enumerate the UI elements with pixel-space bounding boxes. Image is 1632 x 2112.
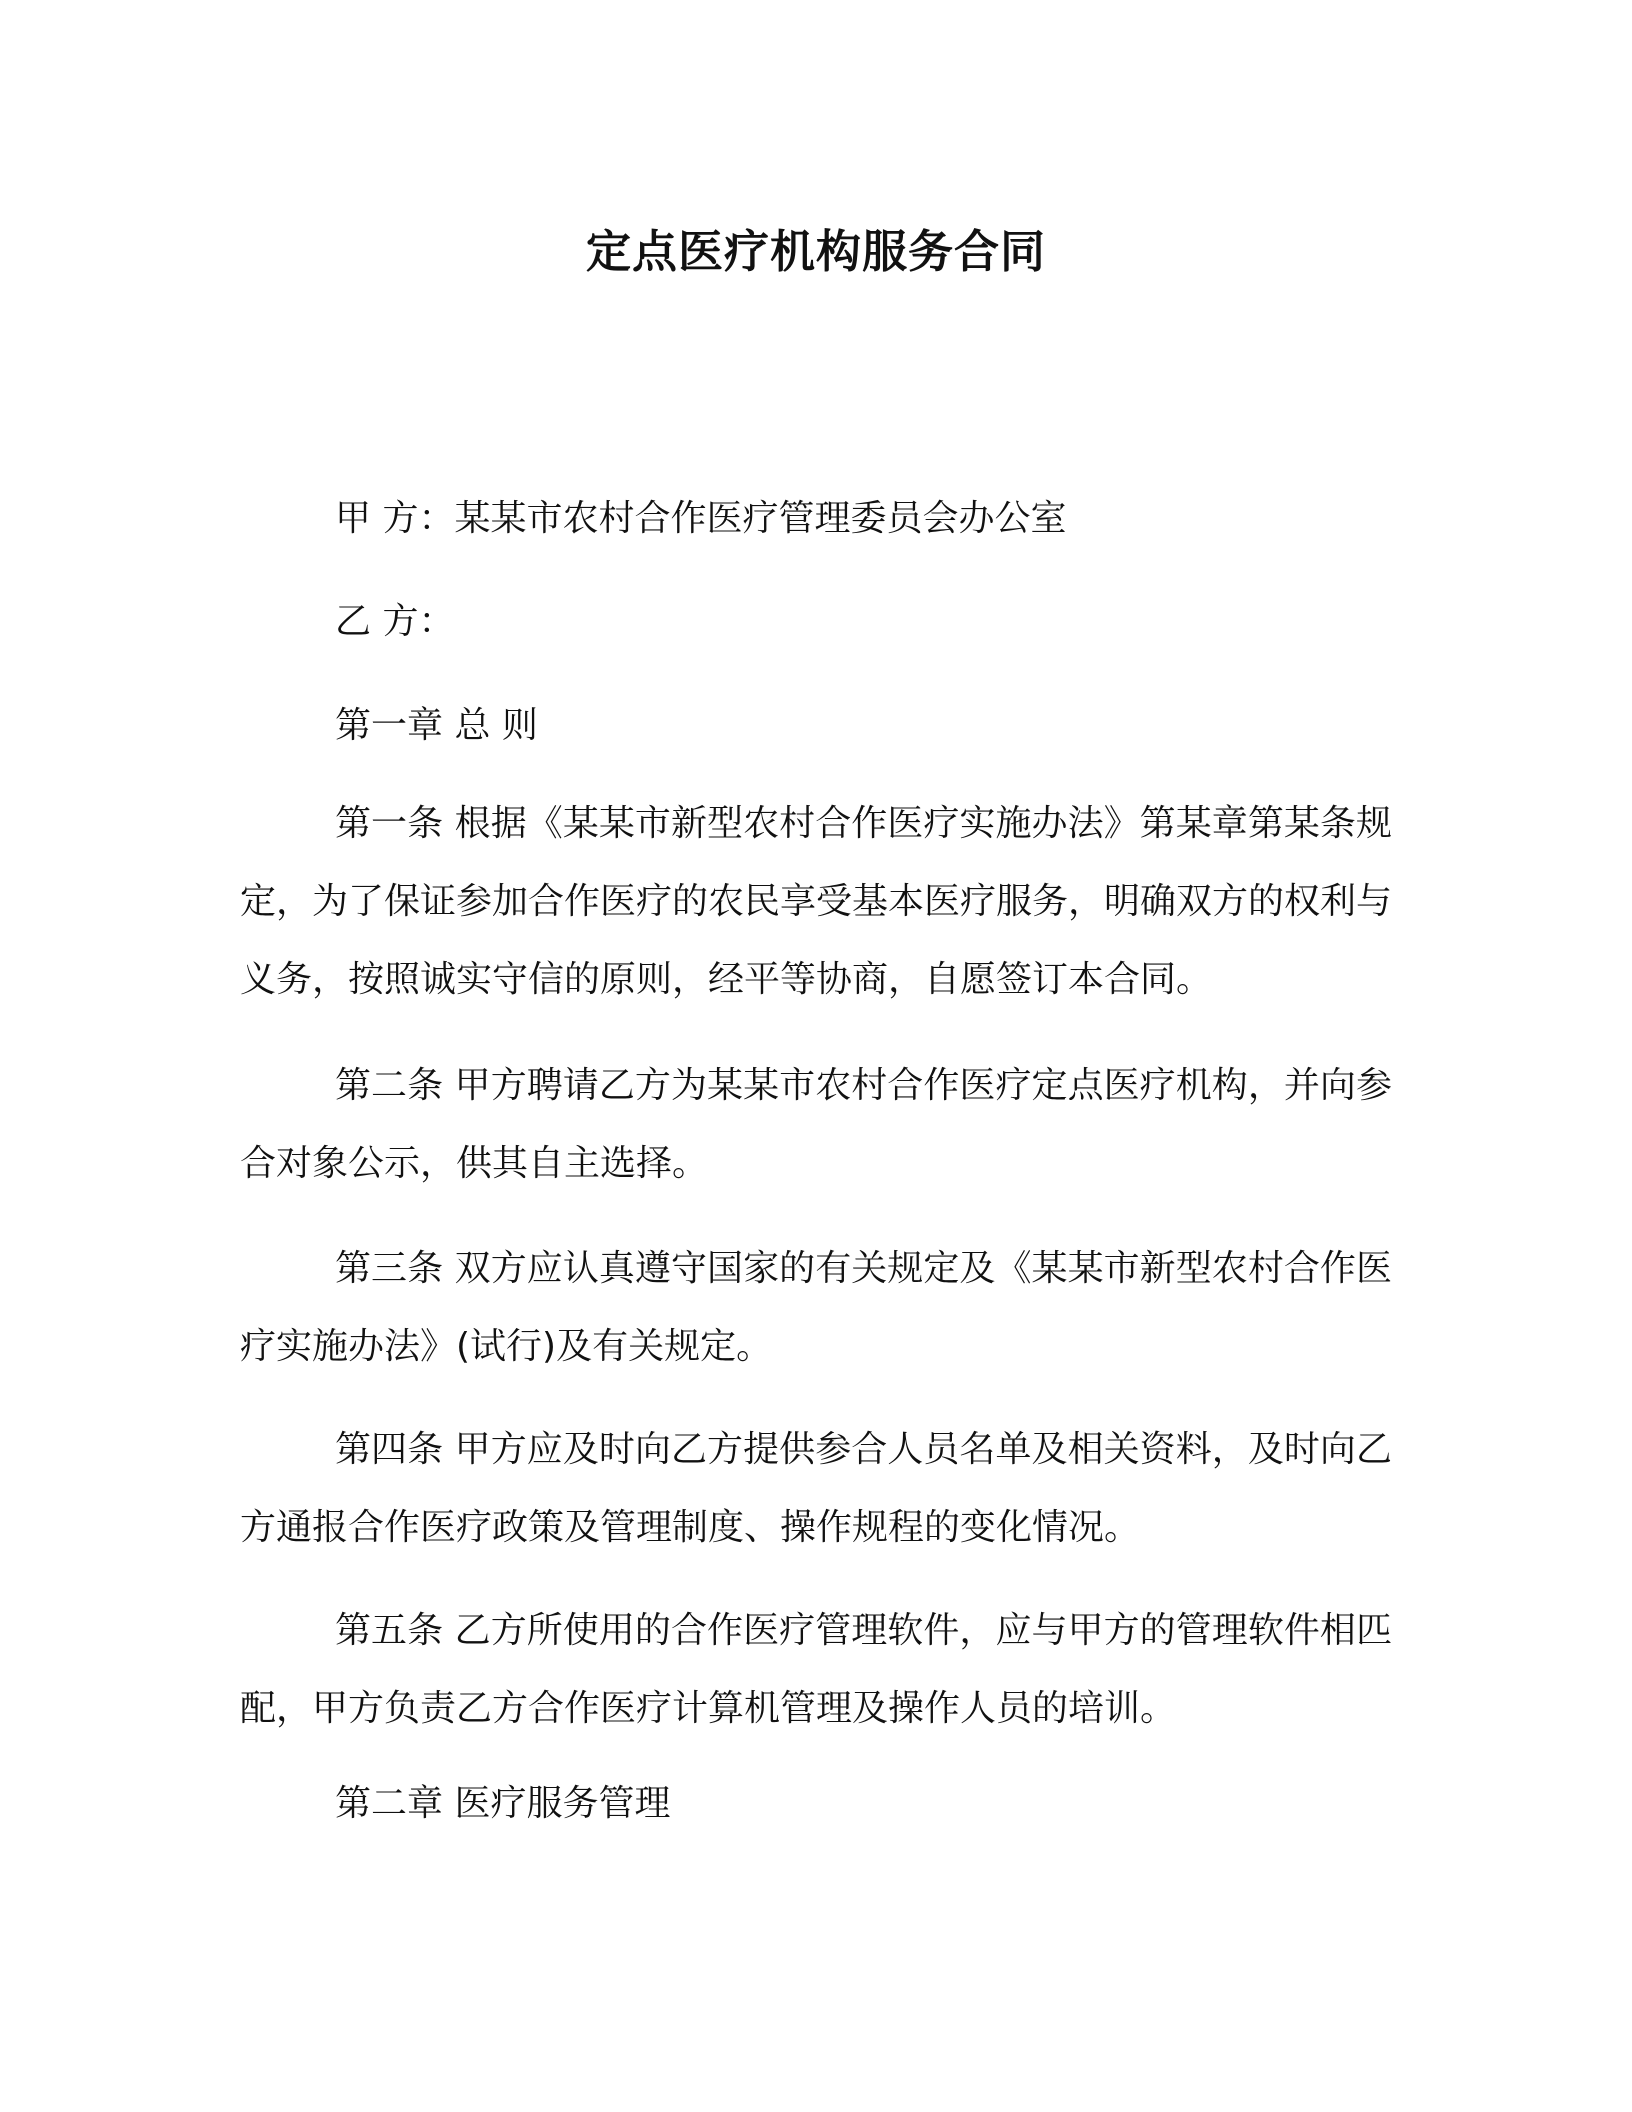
article-2: 第二条 甲方聘请乙方为某某市农村合作医疗定点医疗机构，并向参合对象公示，供其自主选择。 [240,1065,1392,1184]
party-b-line: 乙 方： [335,601,455,642]
chapter-1-heading: 第一章 总 则 [335,705,538,746]
article-4: 第四条 甲方应及时向乙方提供参合人员名单及相关资料，及时向乙方通报合作医疗政策及管理制度、操作规程的变化情况。 [240,1429,1392,1548]
article-3: 第三条 双方应认真遵守国家的有关规定及《某某市新型农村合作医疗实施办法》(试行)及有关规定。 [240,1248,1392,1367]
document-title: 定点医疗机构服务合同 [585,225,1046,278]
article-5: 第五条 乙方所使用的合作医疗管理软件，应与甲方的管理软件相匹配，甲方负责乙方合作医疗计算机管理及操作人员的培训。 [240,1610,1392,1729]
article-1: 第一条 根据《某某市新型农村合作医疗实施办法》第某章第某条规定，为了保证参加合作医疗的农民享受基本医疗服务，明确双方的权利与义务，按照诚实守信的原则，经平等协商，自愿签订本合同。 [240,803,1393,1000]
chapter-2-heading: 第二章 医疗服务管理 [335,1783,671,1824]
party-a-line: 甲 方：某某市农村合作医疗管理委员会办公室 [335,498,1067,539]
